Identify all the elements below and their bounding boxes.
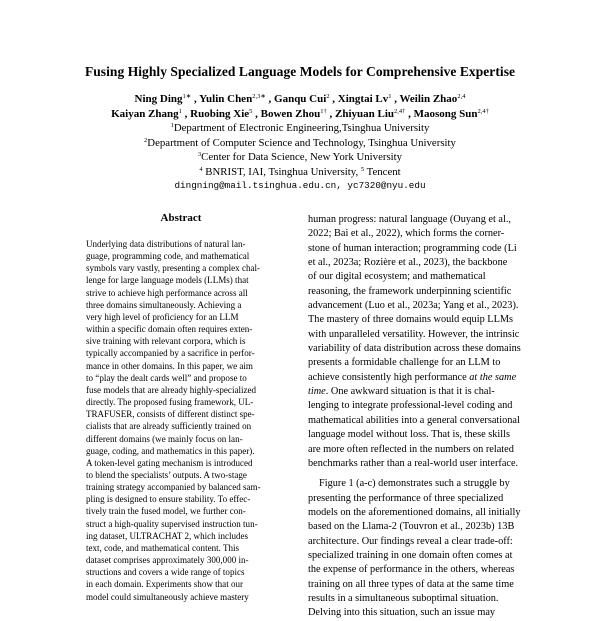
body-line: are more often reflected in the numbers on related — [308, 443, 514, 455]
author-list — [0, 92, 600, 121]
body-line: presents a formidable challenge for an LLM to — [308, 357, 501, 369]
author-name: , Ganqu Cui — [268, 93, 327, 105]
emphasis-text: at the same — [469, 371, 517, 383]
body-line: training on all three types of data at the same time — [308, 578, 514, 590]
abstract-line: struct a high-quality supervised instruction tun- — [86, 518, 258, 529]
author-marker: 1 — [388, 93, 392, 100]
abstract-line: sive training with relevant corpora, which is — [86, 336, 246, 347]
affiliation — [0, 165, 600, 180]
body-line: benchmarks rather than a real-world user interface. — [308, 457, 519, 469]
body-line: advancement (Luo et al., 2023a; Yang et al., 2023). — [308, 300, 519, 312]
abstract-line: structions and covers a wide range of topics — [86, 567, 245, 578]
abstract-text — [86, 238, 278, 603]
body-line: et al., 2023a; Rozière et al., 2023), the backbone — [308, 257, 508, 269]
paper-title: Fusing Highly Specialized Language Models for Comprehensive Expertise — [84, 64, 516, 79]
body-line: results in a simultaneous suboptimal situation. — [308, 592, 499, 604]
author-emails[interactable]: dingning@mail.tsinghua.edu.cn, yc7320@nyu.edu — [174, 180, 426, 192]
abstract-line: dataset comprises approximately 300,000 in- — [86, 555, 249, 566]
body-line: The mastery of three domains would equip LLMs — [308, 314, 514, 326]
body-line: the expense of performance in the others, whereas — [308, 564, 515, 576]
author-name: , Ruobing Xie — [184, 107, 250, 120]
author-name: , Maosong Sun — [408, 107, 478, 120]
author-name: Ning Ding — [134, 93, 183, 105]
abstract-line: very high level of proficiency for an LLM — [86, 311, 239, 322]
author-name: , Xingtai Lv — [332, 93, 389, 105]
body-line: language model without loss. That is, these skills — [308, 429, 511, 441]
affiliation — [0, 121, 600, 136]
affiliation-text: Center for Data Science, New York University — [201, 151, 403, 164]
abstract-line: guage, coding, and mathematics in this paper). — [86, 445, 255, 456]
author-marker: 1 — [178, 107, 182, 115]
body-line: specialized training in one domain often comes at — [308, 549, 513, 561]
abstract-line: within a specific domain often requires exten- — [86, 324, 253, 335]
abstract-line: fuse models that are already highly-specialized — [86, 384, 257, 395]
abstract-line: three domains simultaneously. Achieving a — [86, 299, 242, 310]
body-line — [308, 385, 525, 399]
body-line: stone of human interaction; programming code (Li — [308, 242, 517, 254]
abstract-line: mance in other domains. In this paper, we aim — [86, 360, 253, 371]
body-line: lenging to integrate professional-level coding and — [308, 400, 513, 412]
abstract-line: training strategy accompanied by balanced sam- — [86, 482, 261, 493]
author-marker: 2,4† — [394, 107, 406, 115]
body-line: Delving into this situation, such an issue may — [308, 607, 496, 619]
abstract-line: symbols vary vastly, presenting a complex chal- — [86, 263, 261, 274]
intro-paragraph — [308, 213, 525, 471]
body-line: mathematical abilities into a general conversational — [308, 414, 520, 426]
body-line — [308, 371, 525, 385]
body-line: reasoning, the framework underpinning scientific — [308, 285, 512, 297]
body-line: models on the aforementioned domains, all initially — [308, 506, 521, 518]
author-marker: 5 — [249, 107, 253, 115]
abstract-line: ing dataset, ULTRACHAT 2, which includes — [86, 530, 249, 541]
author-marker: 2,4† — [477, 107, 489, 115]
body-line: human progress: natural language (Ouyang et al., — [308, 214, 512, 225]
author-name: , Weilin Zhao — [394, 93, 458, 105]
affiliation-marker: 3 — [197, 151, 202, 159]
abstract-line: tively train the fused model, we further con- — [86, 506, 246, 517]
abstract-line: strive to achieve high performance across all — [86, 287, 248, 298]
author-name: , Yulin Chen — [194, 93, 253, 105]
affiliation-text: Tencent — [364, 165, 401, 178]
author-name: , Bowen Zhou — [255, 107, 321, 120]
abstract-line: A token-level gating mechanism is introduced — [86, 457, 253, 468]
abstract-line: to “play the dealt cards well” and propose to — [86, 372, 247, 383]
author-marker: 1∗ — [182, 93, 192, 100]
abstract-heading: Abstract — [160, 212, 202, 224]
affiliation — [0, 150, 600, 165]
author-marker: 1† — [320, 107, 327, 115]
body-line: Figure 1 (a-c) demonstrates such a struggle by — [319, 478, 510, 490]
abstract-line: typically accompanied by a sacrifice in perfor- — [86, 348, 255, 359]
affiliation-marker: 1 — [170, 122, 174, 129]
affiliation-text: Department of Computer Science and Technology, Tsinghua University — [147, 136, 456, 149]
affiliation-marker: 4 — [199, 165, 203, 173]
abstract-line: cialists that are already sufficiently trained on — [86, 421, 252, 432]
affiliation-marker: 2 — [144, 136, 148, 144]
abstract-line: model could simultaneously achieve mastery — [86, 591, 249, 602]
author-marker: 2,3∗ — [252, 93, 266, 100]
intro-body-column — [308, 213, 525, 621]
body-line: with unparalleled versatility. However, the intrinsic — [308, 328, 520, 340]
abstract-line: lenge for large language models (LLMs) that — [86, 275, 249, 286]
author-name: Kaiyan Zhang — [111, 107, 179, 120]
body-text: achieve consistently high performance — [308, 371, 470, 383]
affiliation-block — [0, 121, 600, 194]
author-marker: 2,4 — [457, 93, 466, 100]
abstract-line: TRAFUSER, consists of different distinct spe- — [86, 409, 255, 420]
abstract-line: to blend the specialists’ outputs. A two-stage — [86, 469, 247, 480]
abstract-line: pling is designed to ensure stability. To effec- — [86, 494, 251, 505]
author-line-2 — [0, 107, 600, 122]
abstract-line: directly. The proposed fusing framework, UL- — [86, 397, 254, 408]
body-line: based on the Llama-2 (Touvron et al., 2023b) 13B — [308, 521, 515, 533]
affiliation-marker: 5 — [360, 165, 365, 173]
author-name: , Zhiyuan Liu — [329, 107, 395, 120]
affiliation-text: BNRIST, IAI, Tsinghua University, — [202, 165, 361, 178]
author-marker: 2 — [326, 93, 330, 100]
body-line: architecture. Our findings reveal a clear trade-off: — [308, 535, 513, 547]
intro-paragraph — [308, 477, 525, 620]
body-text: . One awkward situation is that it is chal- — [325, 386, 495, 398]
abstract-line: guage, programming code, and mathematical — [86, 251, 250, 262]
affiliation — [0, 136, 600, 151]
body-line: variability of data distribution across these domains — [308, 343, 521, 355]
emphasis-text: time — [308, 386, 326, 398]
author-line-1 — [0, 92, 600, 107]
body-line: of our digital ecosystem; and mathematical — [308, 271, 486, 283]
abstract-line: different domains (we mainly focus on lan- — [86, 433, 243, 444]
body-line: 2022; Bai et al., 2022), which forms the corner- — [308, 228, 505, 240]
abstract-line: text, code, and mathematical content. This — [86, 542, 240, 553]
body-line: presenting the performance of three specialized — [308, 492, 504, 504]
abstract-line: in each domain. Experiments show that our — [86, 579, 244, 590]
abstract-line: Underlying data distributions of natural lan- — [86, 239, 246, 249]
affiliation-text: Department of Electronic Engineering,Tsinghua University — [173, 122, 430, 134]
